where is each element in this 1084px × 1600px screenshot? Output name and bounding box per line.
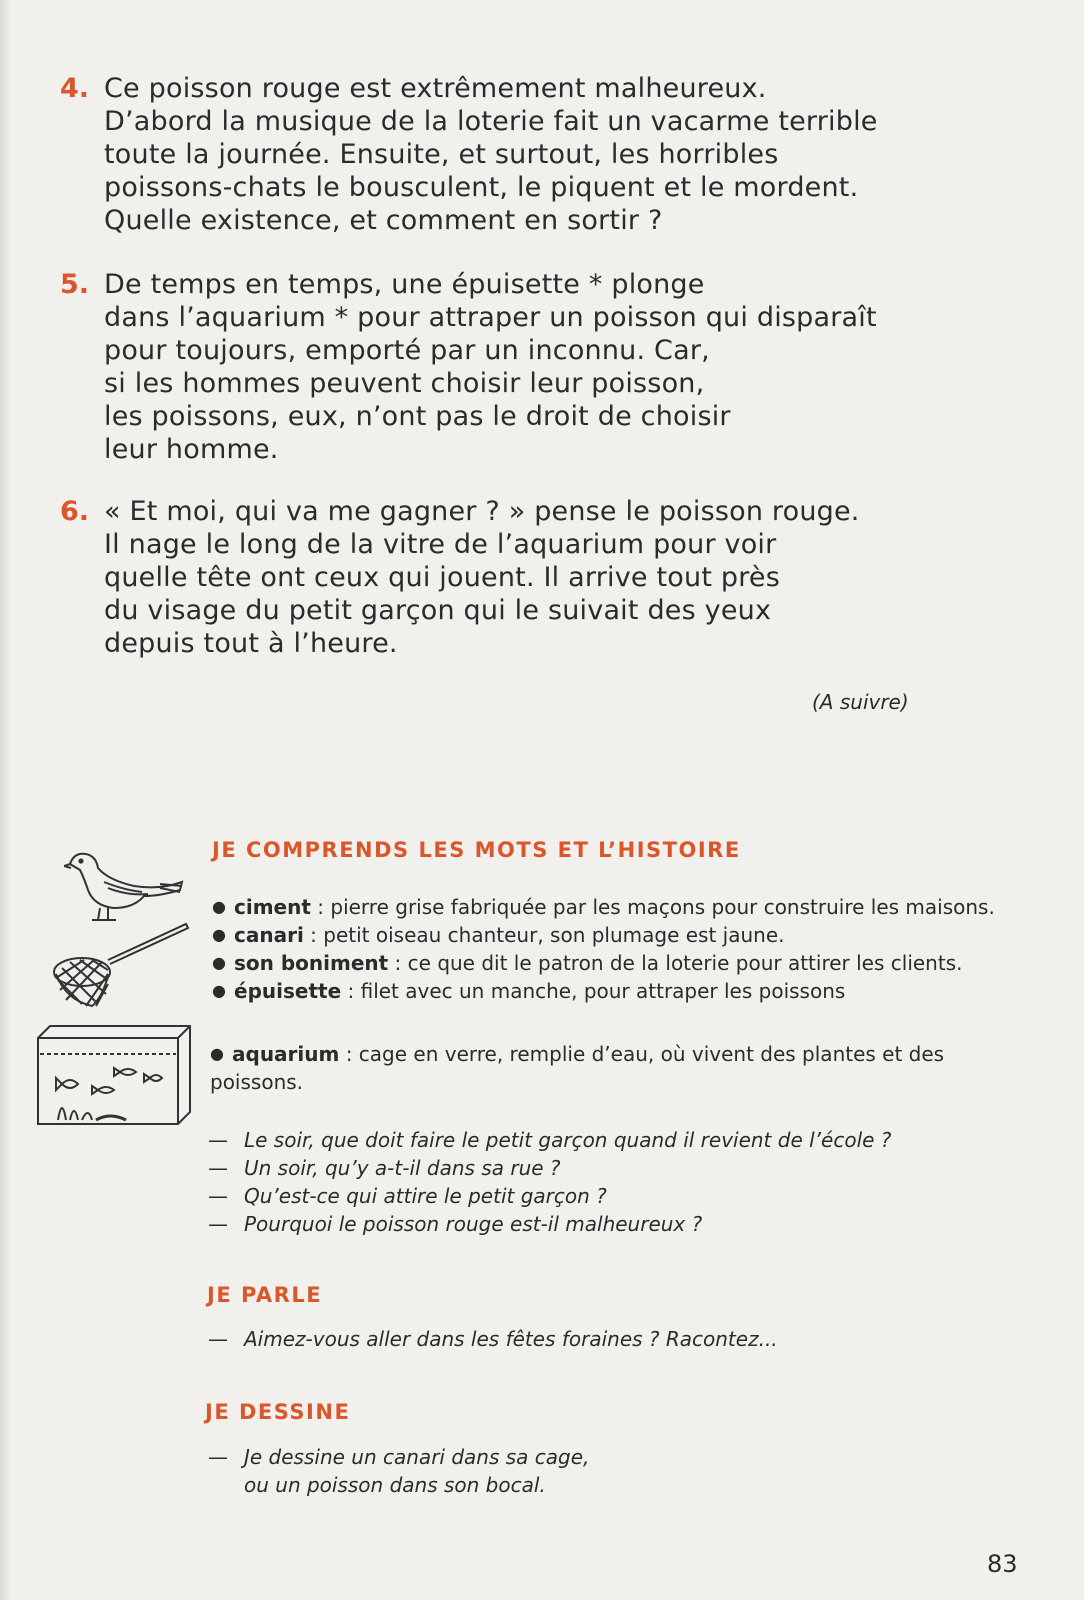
paragraph-line: « Et moi, qui va me gagner ? » pense le poisson rouge. [104, 496, 860, 527]
vocab-term: canari [234, 923, 304, 947]
question-text: Le soir, que doit faire le petit garçon quand il revient de l’école ? [244, 1128, 892, 1152]
aquarium-icon [36, 1024, 194, 1128]
section-title-parle: JE PARLE [207, 1283, 323, 1307]
paragraph-number: 6. [60, 496, 90, 527]
vocab-definition: ce que dit le patron de la loterie pour attirer les clients. [407, 951, 963, 975]
bullet: ● [212, 897, 226, 916]
fishing-net-icon [52, 920, 192, 1012]
paragraph-line: Ce poisson rouge est extrêmement malheureux. [104, 73, 767, 104]
vocab-separator: : [310, 895, 331, 919]
paragraph-line: quelle tête ont ceux qui jouent. Il arrive tout près [104, 562, 781, 593]
vocab-definition: pierre grise fabriquée par les maçons pour construire les maisons. [330, 895, 995, 919]
vocab-term: épuisette [234, 979, 342, 1003]
paragraph-line: depuis tout à l’heure. [104, 628, 398, 659]
question-item [208, 1210, 1008, 1238]
dash: — [208, 1212, 228, 1236]
paragraph-number: 5. [60, 269, 90, 300]
dash: — [208, 1184, 228, 1208]
vocab-item [212, 921, 1042, 949]
paragraph-line: D’abord la musique de la loterie fait un vacarme terrible [104, 106, 878, 137]
bullet: ● [210, 1044, 224, 1063]
vocab-term: son boniment [234, 951, 389, 975]
vocab-item-aquarium [210, 1040, 1026, 1096]
paragraph-line: toute la journée. Ensuite, et surtout, les horribles [104, 139, 779, 170]
instruction-text: Je dessine un canari dans sa cage, [244, 1445, 590, 1469]
dash: — [208, 1327, 228, 1351]
vocab-item [212, 949, 1042, 977]
vocab-term: aquarium [232, 1042, 340, 1066]
question-text: Aimez-vous aller dans les fêtes foraines ? Racontez... [244, 1327, 778, 1351]
bullet: ● [212, 925, 226, 944]
vocab-separator: : [388, 951, 408, 975]
question-item [208, 1126, 1008, 1154]
page-edge-shadow [0, 0, 10, 1600]
section-title-dessine: JE DESSINE [205, 1400, 351, 1424]
bullet: ● [212, 953, 226, 972]
paragraph-line: leur homme. [104, 434, 279, 465]
instruction-text: ou un poisson dans son bocal. [244, 1473, 546, 1497]
bullet: ● [212, 981, 226, 1000]
vocabulary-list [212, 893, 1042, 1005]
paragraph-number: 4. [60, 73, 90, 104]
dash: — [208, 1156, 228, 1180]
question-item [208, 1182, 1008, 1210]
paragraph-line: Il nage le long de la vitre de l’aquarium pour voir [104, 529, 777, 560]
comprehension-questions [208, 1126, 1008, 1238]
dash: — [208, 1128, 228, 1152]
vocab-separator: : [303, 923, 324, 947]
vocab-definition: cage en verre, remplie d’eau, où vivent des plantes et des poissons. [210, 1042, 945, 1094]
vocab-item [212, 893, 1042, 921]
instruction-line [208, 1471, 1008, 1499]
vocab-definition: petit oiseau chanteur, son plumage est jaune. [323, 923, 785, 947]
paragraph-4 [60, 72, 960, 237]
paragraph-line: si les hommes peuvent choisir leur poisson, [104, 368, 705, 399]
paragraph-line: les poissons, eux, n’ont pas le droit de choisir [104, 401, 731, 432]
paragraph-line: De temps en temps, une épuisette * plonge [104, 269, 705, 300]
dessine-instructions [208, 1443, 1008, 1499]
question-item [208, 1154, 1008, 1182]
parle-questions [208, 1325, 1008, 1353]
paragraph-6 [60, 495, 960, 660]
paragraph-line: pour toujours, emporté par un inconnu. Car, [104, 335, 710, 366]
a-suivre-note: (A suivre) [812, 690, 909, 714]
question-item [208, 1325, 1008, 1353]
paragraph-line: Quelle existence, et comment en sortir ? [104, 205, 663, 236]
vocab-term: ciment [234, 895, 311, 919]
vocab-separator: : [339, 1042, 359, 1066]
question-text: Un soir, qu’y a-t-il dans sa rue ? [244, 1156, 561, 1180]
section-title-comprends: JE COMPRENDS LES MOTS ET L’HISTOIRE [212, 838, 741, 862]
paragraph-5 [60, 268, 960, 466]
question-text: Pourquoi le poisson rouge est-il malheureux ? [244, 1212, 703, 1236]
vocab-item [212, 977, 1042, 1005]
vocab-separator: : [341, 979, 361, 1003]
paragraph-line: du visage du petit garçon qui le suivait des yeux [104, 595, 772, 626]
page-number: 83 [987, 1550, 1018, 1578]
paragraph-line: poissons-chats le bousculent, le piquent et le mordent. [104, 172, 859, 203]
dash: — [208, 1445, 228, 1469]
paragraph-line: dans l’aquarium * pour attraper un poisson qui disparaît [104, 302, 877, 333]
vocab-definition: filet avec un manche, pour attraper les poissons [360, 979, 846, 1003]
bird-icon [64, 846, 188, 926]
question-text: Qu’est-ce qui attire le petit garçon ? [244, 1184, 607, 1208]
instruction-line [208, 1443, 1008, 1471]
